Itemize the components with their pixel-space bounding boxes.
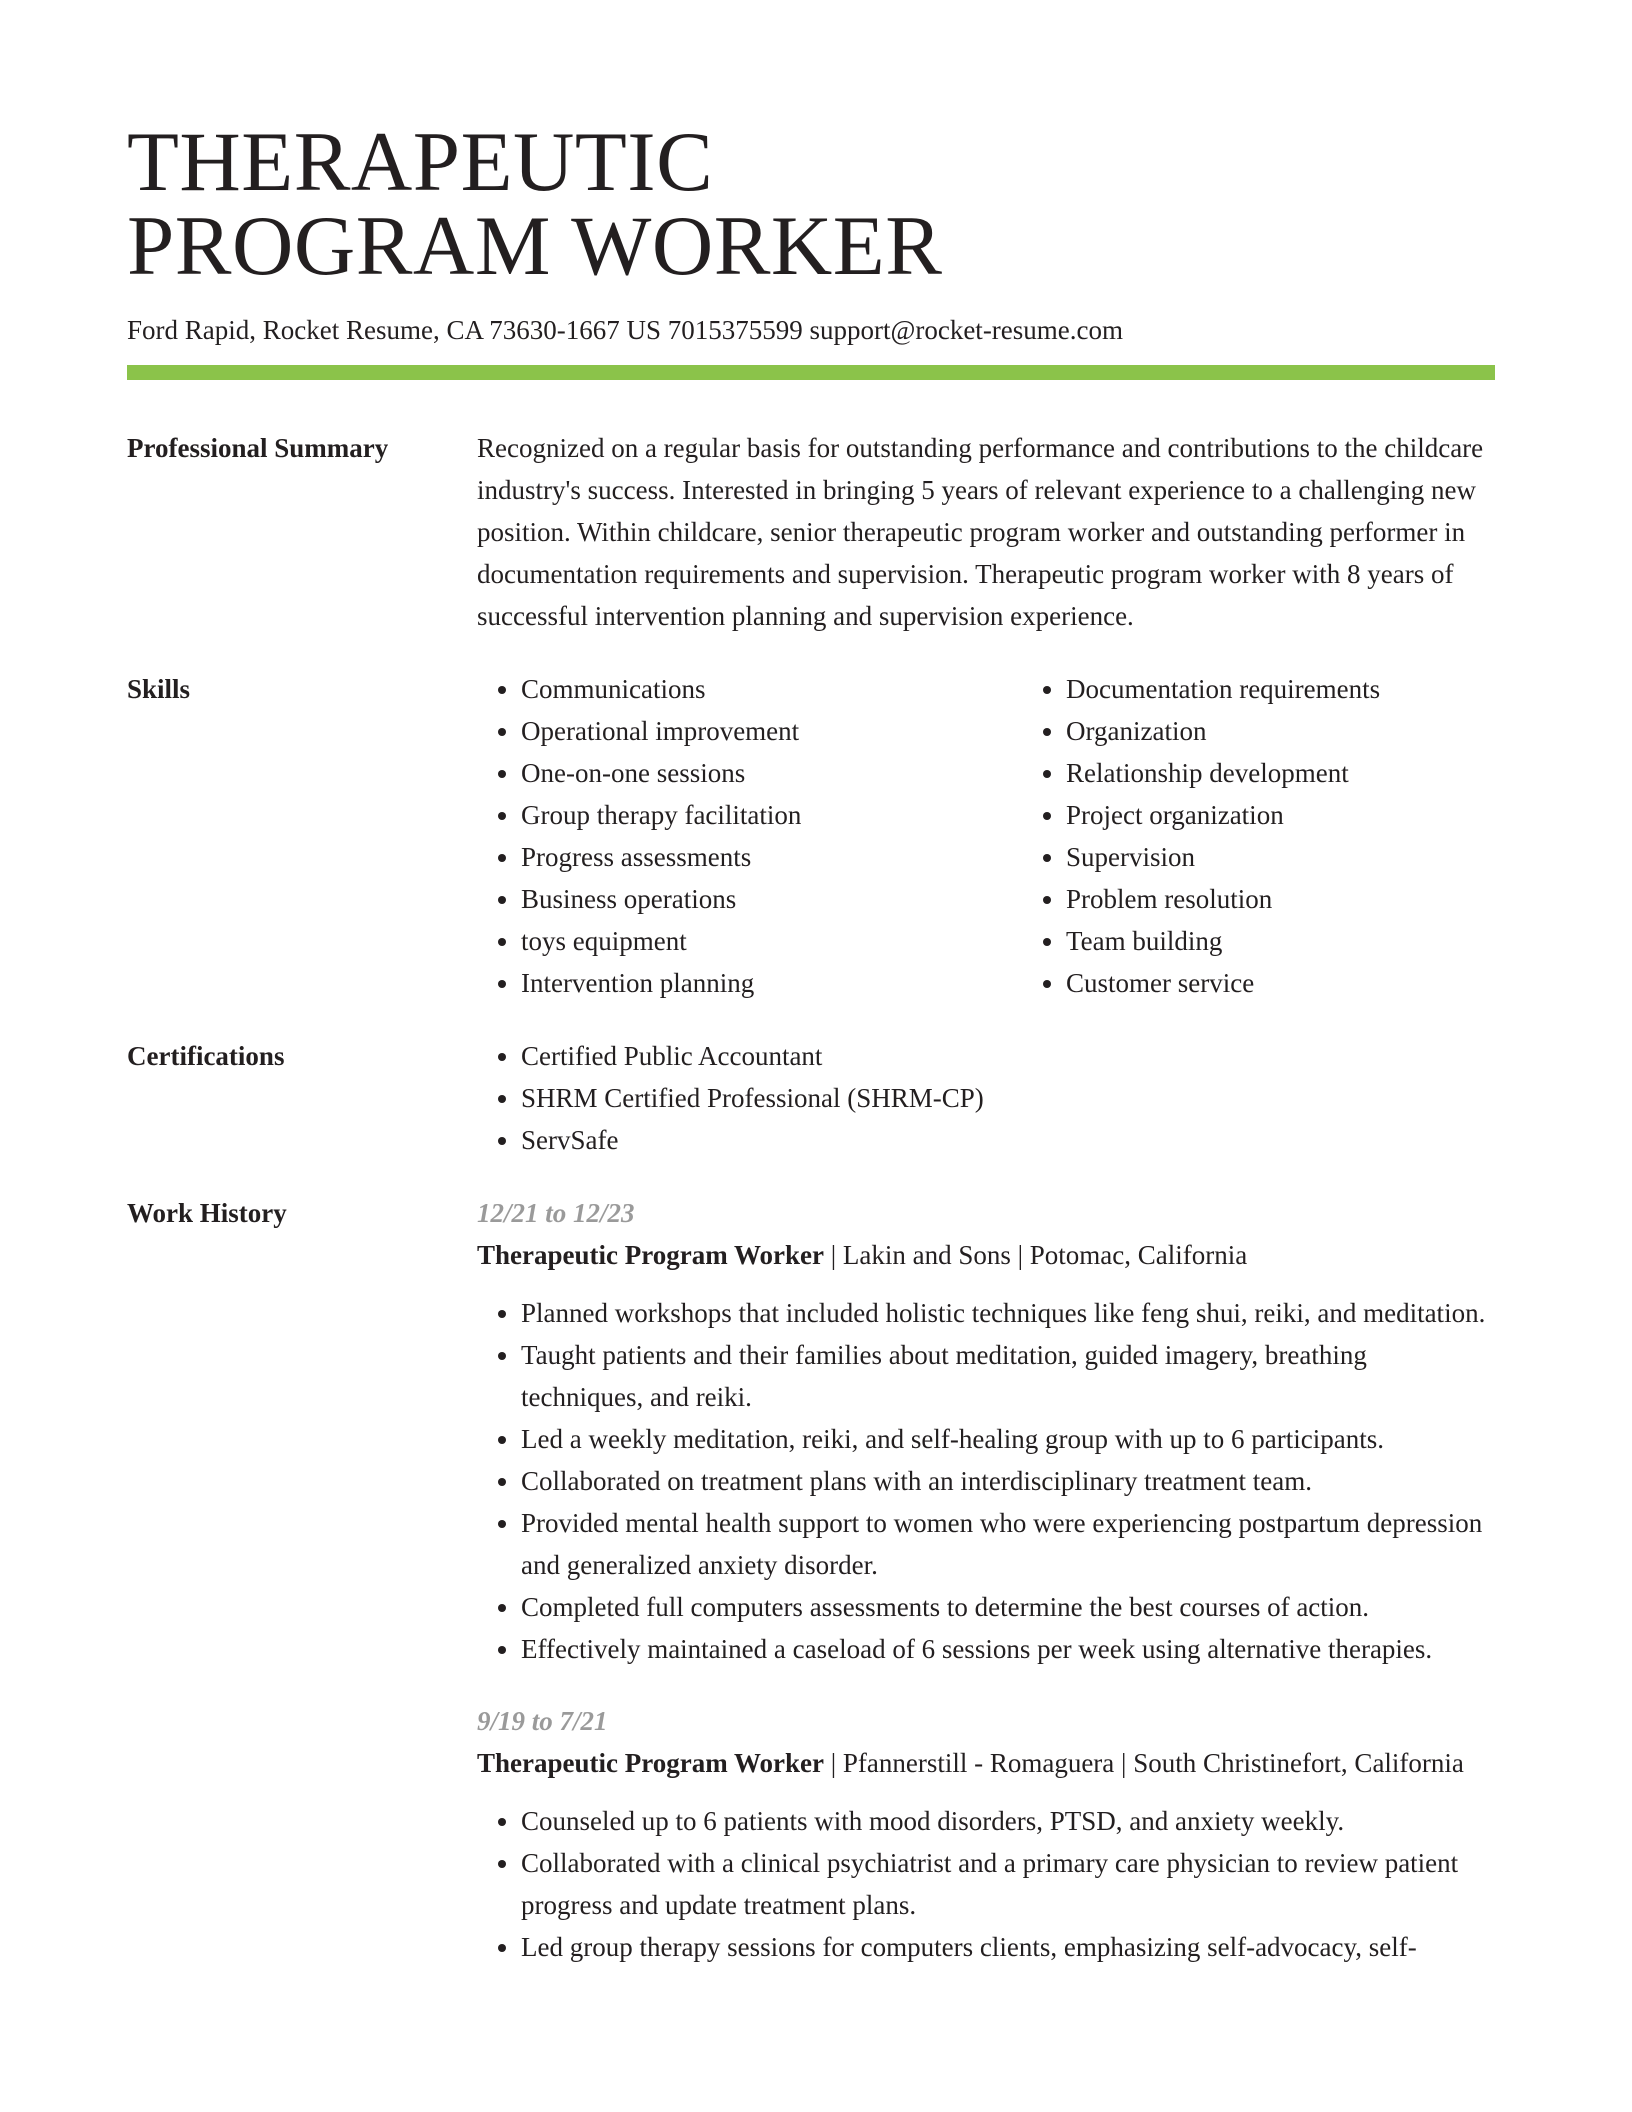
skill-item: • Relationship development: [1066, 752, 1380, 794]
name-line-1: THERAPEUTIC: [127, 115, 714, 209]
skill-item: • Problem resolution: [1066, 878, 1380, 920]
job-bullet: • Collaborated with a clinical psychiatrist and a primary care physician to review patient progress and update treatment plans.: [521, 1842, 1495, 1926]
job-entry: [477, 1700, 1495, 1968]
skill-item: • Group therapy facilitation: [521, 794, 1022, 836]
job-bullet: • Taught patients and their families about meditation, guided imagery, breathing techniques, and reiki.: [521, 1334, 1495, 1418]
job-bullet: • Led group therapy sessions for computers clients, emphasizing self-advocacy, self-: [521, 1926, 1495, 1968]
skill-item: • Progress assessments: [521, 836, 1022, 878]
skill-item: • Supervision: [1066, 836, 1380, 878]
work-history-heading: Work History: [127, 1198, 287, 1228]
job-bullet: • Collaborated on treatment plans with an interdisciplinary treatment team.: [521, 1460, 1495, 1502]
job-bullet: • Completed full computers assessments to determine the best courses of action.: [521, 1586, 1495, 1628]
skill-item: • Documentation requirements: [1066, 668, 1380, 710]
contact-info: Ford Rapid, Rocket Resume, CA 73630-1667 US 7015375599 support@rocket-resume.com: [127, 315, 1124, 345]
work-history-body: [477, 1192, 1495, 1968]
skills-list-right: [1022, 668, 1380, 1004]
job-bullets: [477, 1292, 1495, 1670]
job-bullet: • Led a weekly meditation, reiki, and self-healing group with up to 6 participants.: [521, 1418, 1495, 1460]
work-history-section: [127, 1192, 1495, 1968]
certifications-list: [477, 1035, 1495, 1161]
certifications-heading: Certifications: [127, 1041, 285, 1071]
job-title: Therapeutic Program Worker: [477, 1748, 824, 1778]
resume-name: [127, 115, 1495, 293]
job-bullet: • Effectively maintained a caseload of 6 sessions per week using alternative therapies.: [521, 1628, 1495, 1670]
job-title: Therapeutic Program Worker: [477, 1240, 824, 1270]
job-details: | Lakin and Sons | Potomac, California: [823, 1240, 1248, 1270]
name-line-2: PROGRAM WORKER: [127, 199, 943, 293]
skills-section: [127, 668, 1495, 1004]
job-bullet: • Counseled up to 6 patients with mood disorders, PTSD, and anxiety weekly.: [521, 1800, 1495, 1842]
skill-item: • Communications: [521, 668, 1022, 710]
job-heading: [477, 1742, 1495, 1784]
skills-list-left: [477, 668, 1022, 1004]
resume-page: [127, 115, 1495, 1968]
summary-text: Recognized on a regular basis for outstanding performance and contributions to the childcare industry's success. Interested in bringing 5 years of relevant experience to a challenging new position. Within childcare, senior therapeutic program worker and outstanding performer in documentation requirements and supervision. Therapeutic program worker with 8 years of successful intervention planning and supervision experience.: [477, 433, 1484, 631]
job-heading: [477, 1234, 1495, 1276]
certification-item: • ServSafe: [521, 1119, 1495, 1161]
job-dates: 12/21 to 12/23: [477, 1198, 635, 1228]
job-dates: 9/19 to 7/21: [477, 1706, 608, 1736]
summary-section: [127, 427, 1495, 637]
skill-item: • One-on-one sessions: [521, 752, 1022, 794]
job-bullets: [477, 1800, 1495, 1968]
skills-heading: Skills: [127, 674, 191, 704]
certification-item: • Certified Public Accountant: [521, 1035, 1495, 1077]
skills-columns: [477, 668, 1495, 1004]
skill-item: • Intervention planning: [521, 962, 1022, 1004]
skill-item: • Team building: [1066, 920, 1380, 962]
certifications-section: [127, 1035, 1495, 1161]
certifications-body: [477, 1035, 1495, 1161]
skill-item: • Customer service: [1066, 962, 1380, 1004]
skill-item: • toys equipment: [521, 920, 1022, 962]
skill-item: • Business operations: [521, 878, 1022, 920]
skill-item: • Operational improvement: [521, 710, 1022, 752]
job-bullet: • Provided mental health support to women who were experiencing postpartum depression and generalized anxiety disorder.: [521, 1502, 1495, 1586]
certification-item: • SHRM Certified Professional (SHRM-CP): [521, 1077, 1495, 1119]
summary-heading: Professional Summary: [127, 433, 389, 463]
job-details: | Pfannerstill - Romaguera | South Christinefort, California: [823, 1748, 1464, 1778]
header-divider: [127, 365, 1495, 380]
skill-item: • Organization: [1066, 710, 1380, 752]
skill-item: • Project organization: [1066, 794, 1380, 836]
job-bullet: • Planned workshops that included holistic techniques like feng shui, reiki, and meditation.: [521, 1292, 1495, 1334]
job-entry: [477, 1192, 1495, 1670]
